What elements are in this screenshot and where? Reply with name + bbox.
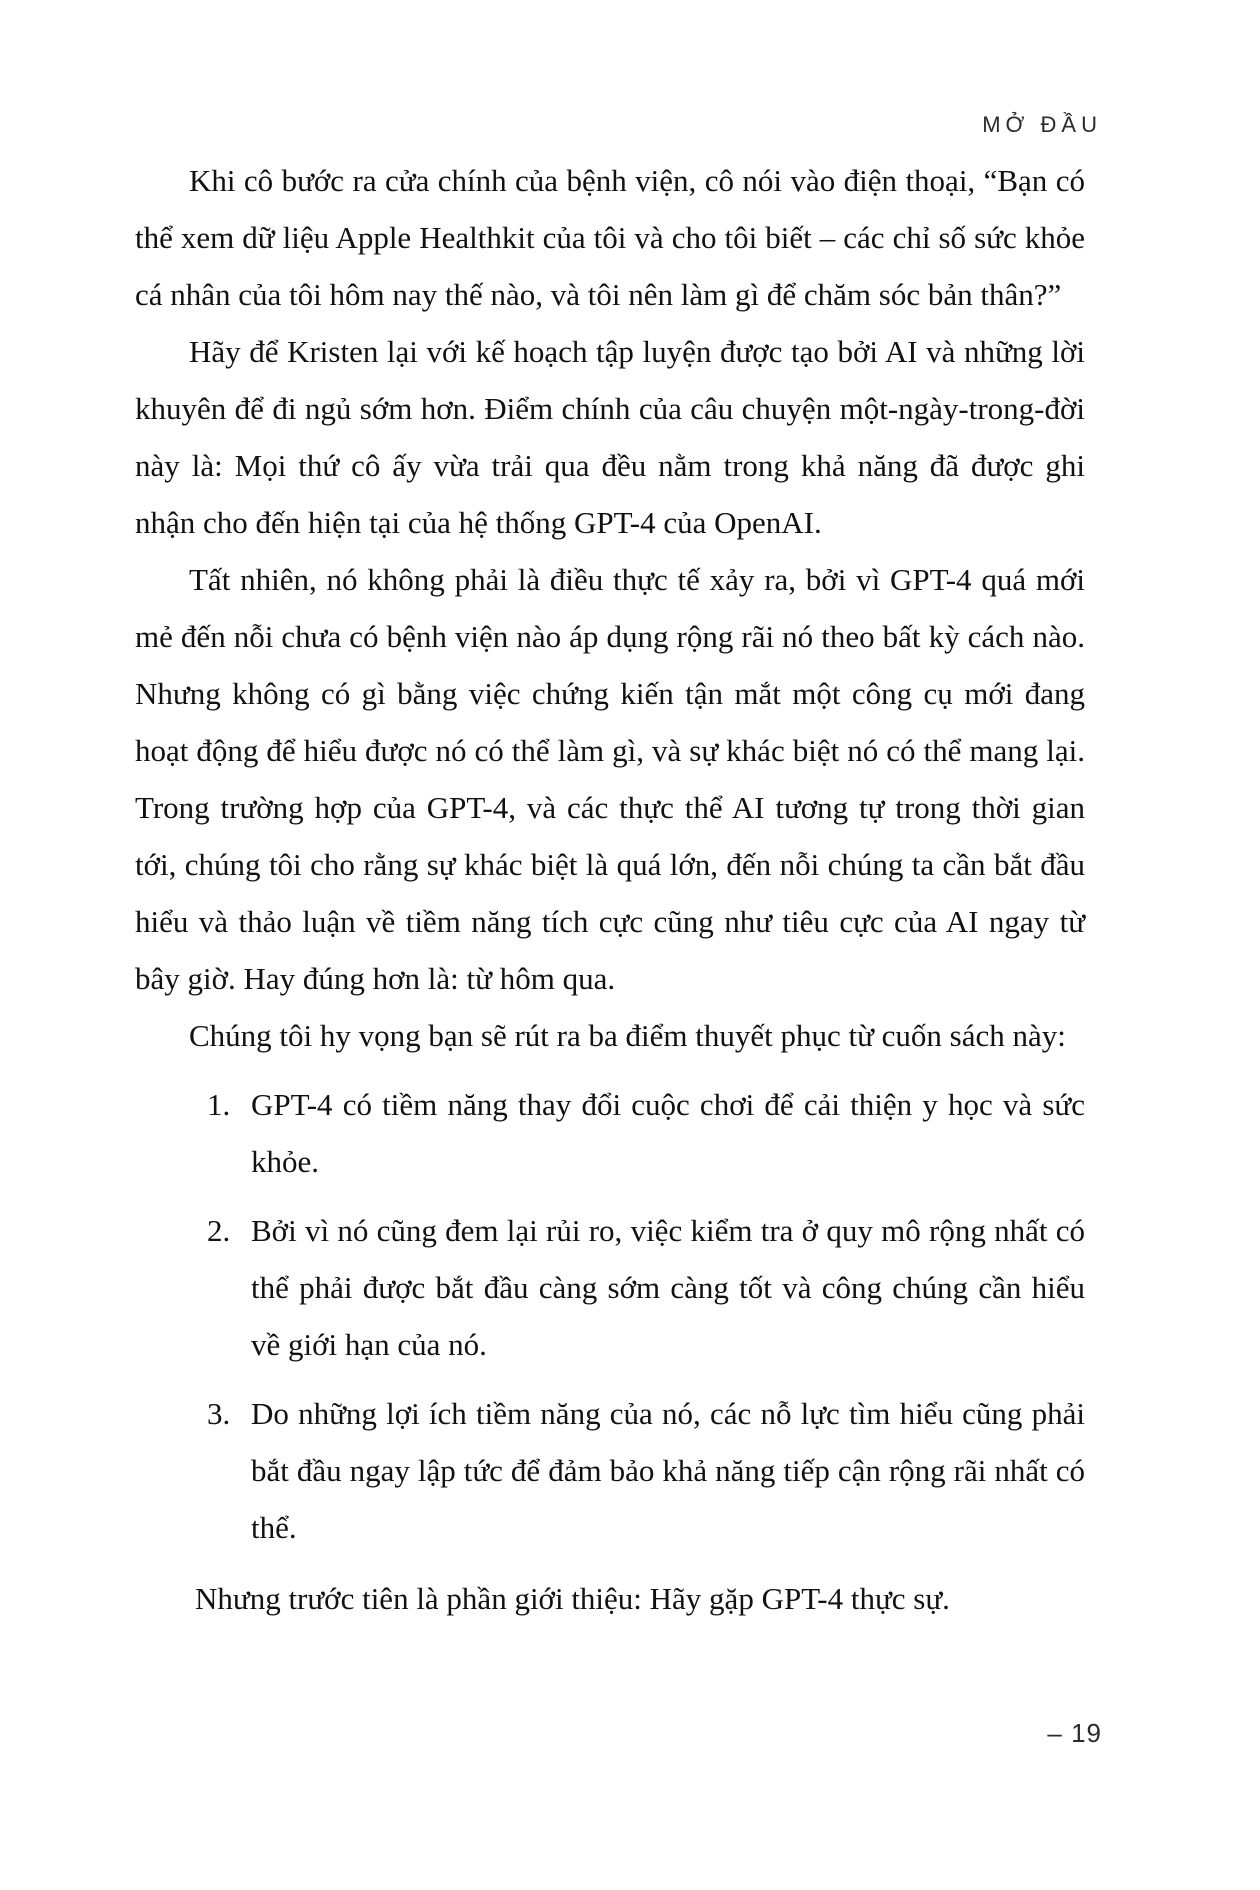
paragraph: Chúng tôi hy vọng bạn sẽ rút ra ba điểm thuyết phục từ cuốn sách này: [189,1018,1066,1053]
paragraph: Hãy để Kristen lại với kế hoạch tập luyện được tạo bởi AI và những lời khuyên để đi ngủ sớm hơn. Điểm chính của câu chuyện một-ngày-trong-đời này là: Mọi thứ cô ấy vừa trải qua đều nằm trong khả năng đã được ghi nhận cho đến hiện tại của hệ thống GPT-4 của OpenAI. [135,334,1085,540]
paragraph: Tất nhiên, nó không phải là điều thực tế xảy ra, bởi vì GPT-4 quá mới mẻ đến nỗi chưa có bệnh viện nào áp dụng rộng rãi nó theo bất kỳ cách nào. Nhưng không có gì bằng việc chứng kiến tận mắt một công cụ mới đang hoạt động để hiểu được nó có thể làm gì, và sự khác biệt nó có thể mang lại. Trong trường hợp của GPT-4, và các thực thể AI tương tự trong thời gian tới, chúng tôi cho rằng sự khác biệt là quá lớn, đến nỗi chúng ta cần bắt đầu hiểu và thảo luận về tiềm năng tích cực cũng như tiêu cực của AI ngay từ bây giờ. Hay đúng hơn là: từ hôm qua. [135,562,1085,996]
page-number: – 19 [1047,1718,1102,1748]
paragraph: Khi cô bước ra cửa chính của bệnh viện, cô nói vào điện thoại, “Bạn có thể xem dữ liệu Apple Healthkit của tôi và cho tôi biết – các chỉ số sức khỏe cá nhân của tôi hôm nay thế nào, và tôi nên làm gì để chăm sóc bản thân?” [135,163,1085,312]
list-item [135,1385,1085,1556]
list-item [135,1202,1085,1373]
list-item-number: 3. [207,1396,231,1431]
page-text-block [135,152,1085,1627]
list-item-number: 2. [207,1213,231,1248]
list-item-number: 1. [207,1087,231,1122]
closing-paragraph: Nhưng trước tiên là phần giới thiệu: Hãy gặp GPT-4 thực sự. [195,1581,950,1616]
list-item [135,1076,1085,1190]
numbered-list [135,1076,1085,1556]
list-item-text: GPT-4 có tiềm năng thay đổi cuộc chơi để cải thiện y học và sức khỏe. [251,1087,1085,1179]
running-header-title: MỞ ĐẦU [982,112,1102,137]
list-item-text: Bởi vì nó cũng đem lại rủi ro, việc kiểm tra ở quy mô rộng nhất có thể phải được bắt đầu càng sớm càng tốt và công chúng cần hiểu về giới hạn của nó. [251,1213,1085,1362]
list-item-text: Do những lợi ích tiềm năng của nó, các nỗ lực tìm hiểu cũng phải bắt đầu ngay lập tức để đảm bảo khả năng tiếp cận rộng rãi nhất có thể. [251,1396,1085,1545]
